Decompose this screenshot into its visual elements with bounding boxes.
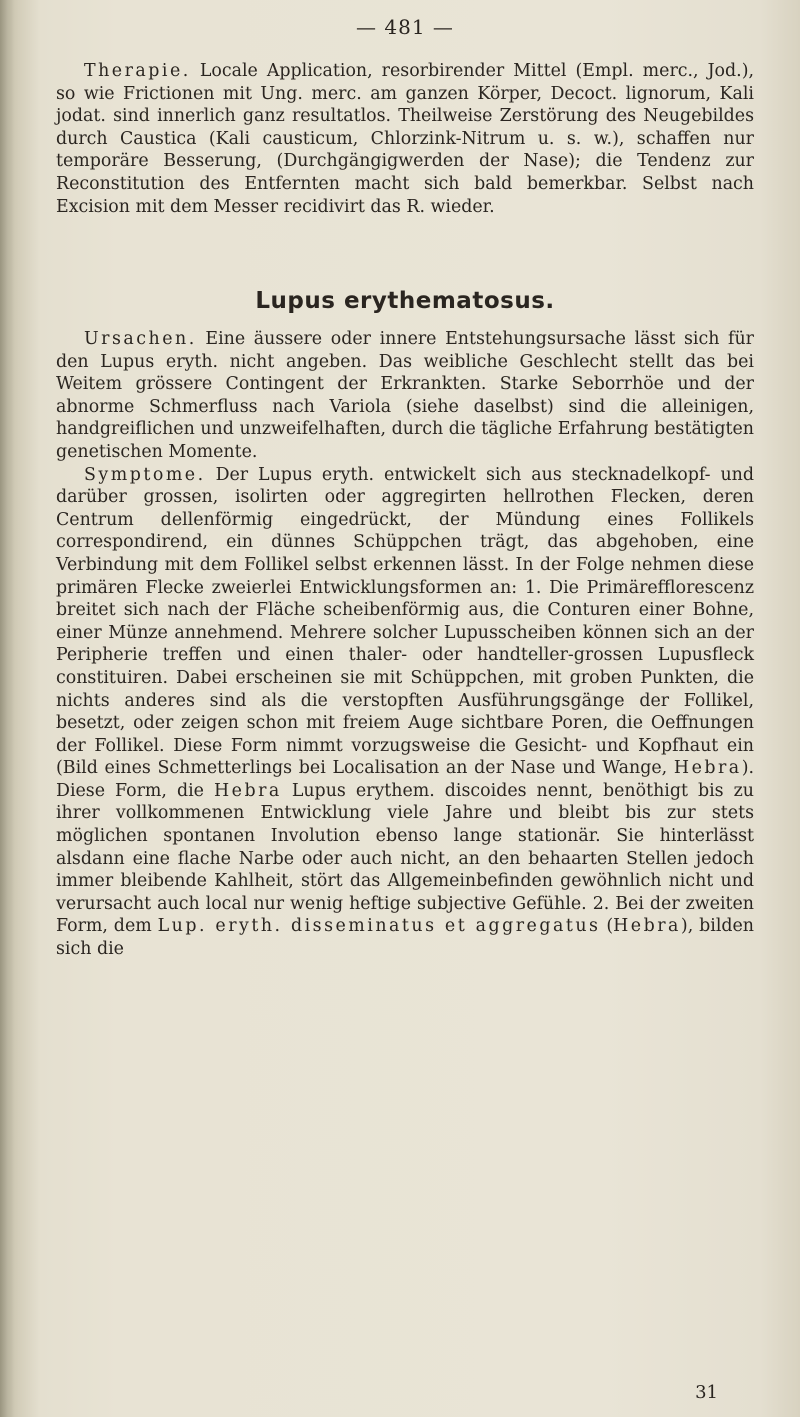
causes-text: Eine äussere oder innere Entstehungsursache lässt sich für den Lupus eryth. nicht angeben. Das weibliche Geschlecht stellt das bei Weitem grössere Contingent der Erkrankten. Starke Seborrhöe und der abnorme Schmerfluss nach Variola (siehe daselbst) sind die alleinigen, handgreiflichen und unzweifelhaften, durch die tägliche Erfahrung bestätigten genetischen Momente. — [56, 329, 754, 462]
therapy-label: Therapie. — [84, 61, 191, 81]
symptoms-paragraph — [56, 464, 754, 961]
symptoms-text-4: ( — [606, 916, 614, 937]
symptoms-text-1: Der Lupus eryth. entwickelt sich aus stecknadelkopf- und darüber grossen, isolirten oder aggregirten hellrothen Flecken, deren Centrum dellenförmig eingedrückt, der Mündung eines Follikels correspondirend, ein dünnes Schüppchen trägt, das abgehoben, eine Verbindung mit dem Follikel selbst erkennen lässt. In der Folge nehmen diese primären Flecke zweierlei Entwicklungsformen an: 1. Die Primärefflorescenz breitet sich nach der Fläche scheibenförmig aus, die Conturen einer Bohne, einer Münze annehmend. Mehrere solcher Lupusscheiben können sich an der Peripherie treffen und einen thaler- oder handteller-grossen Lupusfleck constituiren. Dabei erscheinen sie mit Schüppchen, mit groben Punkten, die nichts anderes sind als die verstopften Ausführungsgänge der Follikel, besetzt, oder zeigen schon mit freiem Auge sichtbare Poren, die Oeffnungen der Follikel. Diese Form nimmt vorzugsweise die Gesicht- und Kopfhaut ein (Bild eines Schmetterlings bei Localisation an der Nase und Wange, — [56, 464, 754, 779]
symptoms-text-5: ), bilden sich die — [56, 916, 755, 960]
causes-and-symptoms — [56, 328, 754, 961]
author-name: Hebra — [613, 916, 681, 937]
therapy-text: Locale Application, resorbirender Mittel (Empl. merc., Jod.), so wie Frictionen mit Ung. merc. am ganzen Körper, Decoct. lignorum, Kali jodat. sind innerlich ganz resultatlos. Theilweise Zerstörung des Neugebildes durch Caustica (Kali causticum, Chlorzink-Nitrum u. s. w.), schaffen nur temporäre Besserung, (Durchgängigwerden der Nase); die Tendenz zur Reconstitution des Entfernten macht sich bald bemerkbar. Selbst nach Excision mit dem Messer recidivirt das R. wieder. — [56, 61, 755, 217]
page-number: — 481 — — [356, 15, 454, 39]
symptoms-text-3: Lupus erythem. discoides nennt, benöthigt bis zu ihrer vollkommenen Entwicklung viele Jahre und bleibt bis zur stets möglichen spontanen Involution ebenso lange stationär. Sie hinterlässt alsdann eine flache Narbe oder auch nicht, an den behaarten Stellen jedoch immer bleibende Kahlheit, stört das Allgemeinbefinden gewöhnlich nicht und verursacht auch local nur wenig heftige subjective Gefühle. 2. Bei der zweiten Form, dem — [56, 780, 754, 937]
disease-term: Lup. eryth. disseminatus et aggregatus — [157, 916, 601, 937]
symptoms-label: Symptome. — [84, 464, 206, 485]
symptoms-text-2: ). Diese Form, die — [56, 758, 755, 801]
therapy-paragraph — [56, 60, 754, 218]
causes-paragraph — [56, 328, 754, 464]
signature-mark: 31 — [695, 1382, 718, 1403]
page-spine-shadow — [0, 0, 14, 1417]
author-name: Hebra — [214, 780, 282, 801]
author-name: Hebra — [673, 758, 742, 779]
section-title: Lupus erythematosus. — [255, 288, 555, 314]
causes-label: Ursachen. — [84, 329, 197, 349]
